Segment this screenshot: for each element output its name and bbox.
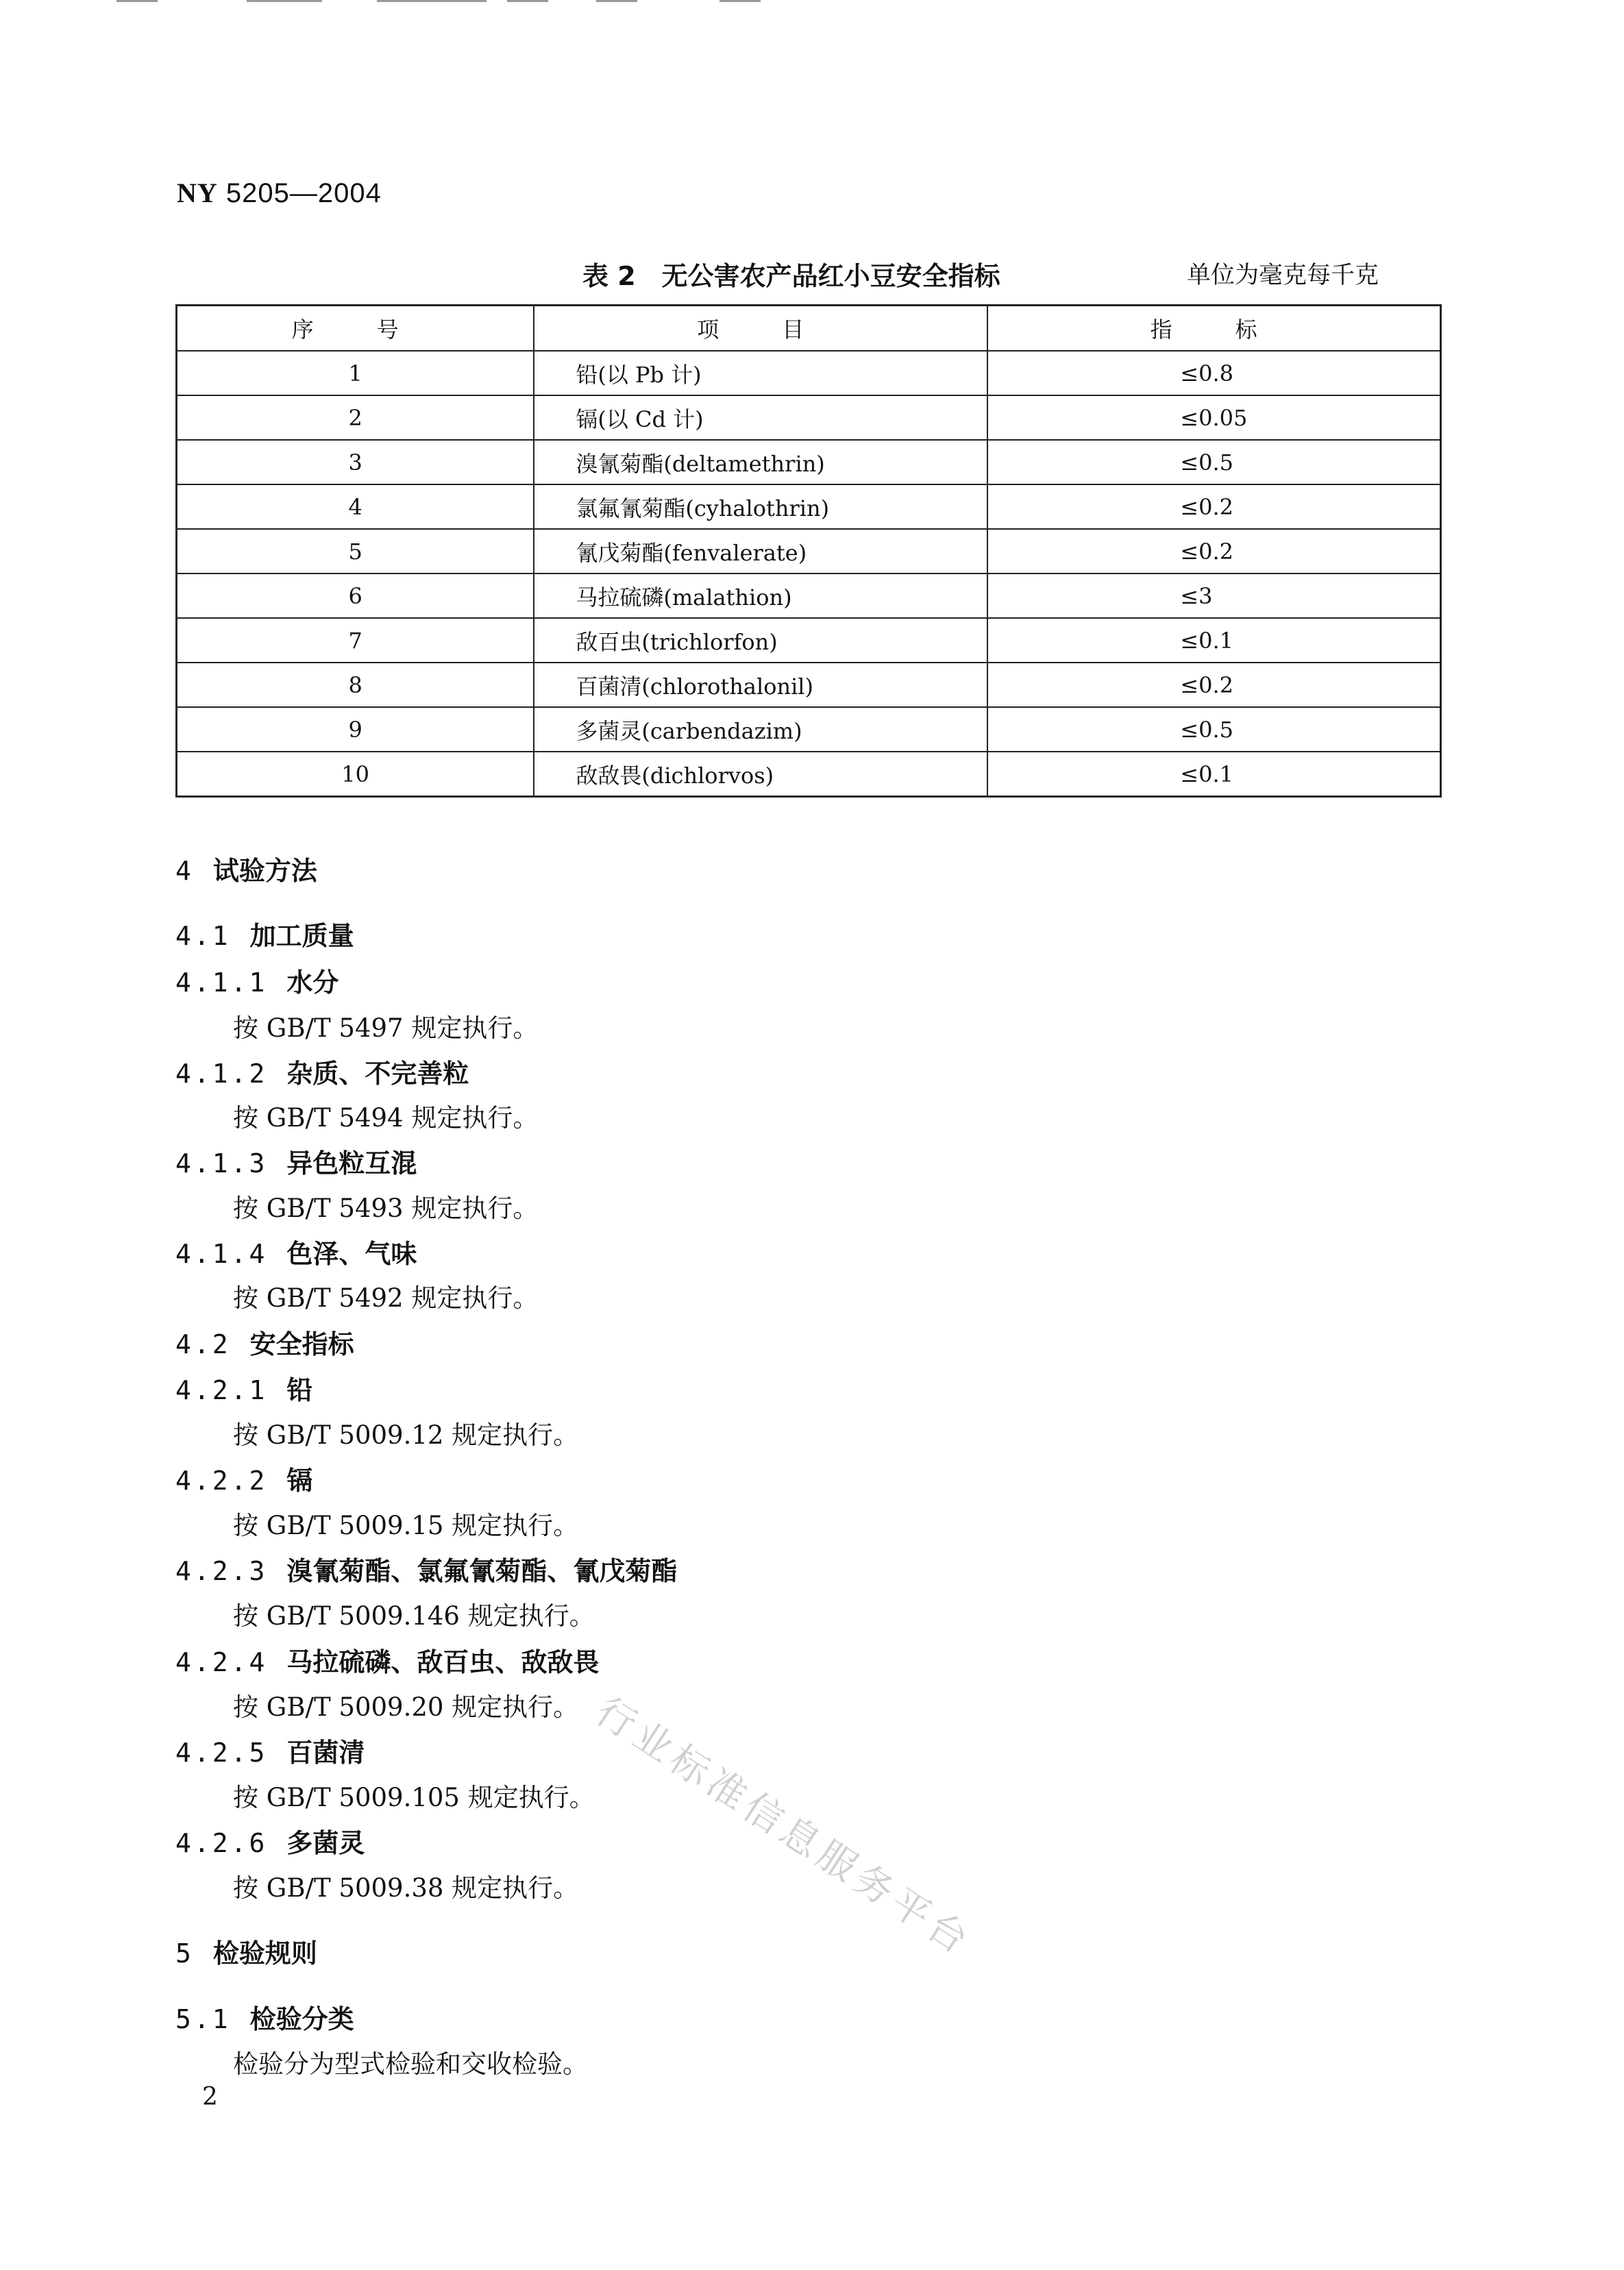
row-value: ≤0.5 — [987, 440, 1440, 484]
row-value: ≤3 — [987, 573, 1440, 618]
row-item: 敌敌畏(dichlorvos) — [534, 752, 987, 797]
section-4-2-1-text: 按 GB/T 5009.12 规定执行。 — [233, 1420, 579, 1450]
row-value: ≤0.5 — [987, 707, 1440, 752]
row-item: 镉(以 Cd 计) — [534, 395, 987, 440]
section-5-1-heading: 5.1 检验分类 — [175, 2004, 354, 2034]
section-4-1-3-text: 按 GB/T 5493 规定执行。 — [233, 1194, 539, 1223]
table-unit: 单位为毫克每千克 — [1187, 262, 1379, 289]
section-4-2-6-text: 按 GB/T 5009.38 规定执行。 — [233, 1873, 579, 1903]
section-4-1-2-heading: 4.1.2 杂质、不完善粒 — [175, 1059, 469, 1089]
safety-index-table — [175, 304, 1442, 798]
page-number: 2 — [202, 2083, 218, 2111]
row-no: 9 — [177, 707, 534, 752]
table-row — [177, 707, 1441, 752]
row-no: 8 — [177, 663, 534, 707]
table-row — [177, 573, 1441, 618]
section-4-1-heading: 4.1 加工质量 — [175, 921, 354, 951]
section-4-1-1-text: 按 GB/T 5497 规定执行。 — [233, 1013, 539, 1043]
row-value: ≤0.8 — [987, 351, 1440, 395]
row-no: 6 — [177, 573, 534, 618]
table-row — [177, 663, 1441, 707]
row-no: 2 — [177, 395, 534, 440]
section-4-2-2-text: 按 GB/T 5009.15 规定执行。 — [233, 1511, 579, 1540]
table-row — [177, 351, 1441, 395]
row-value: ≤0.1 — [987, 752, 1440, 797]
section-5-heading: 5 检验规则 — [175, 1938, 317, 1969]
scan-artifacts — [116, 0, 939, 3]
standard-code — [177, 177, 382, 209]
row-item: 溴氰菊酯(deltamethrin) — [534, 440, 987, 484]
standard-prefix: NY — [177, 177, 218, 208]
row-value: ≤0.05 — [987, 395, 1440, 440]
table-row — [177, 752, 1441, 797]
row-no: 10 — [177, 752, 534, 797]
table-row — [177, 440, 1441, 484]
section-4-2-heading: 4.2 安全指标 — [175, 1329, 354, 1359]
section-4-1-3-heading: 4.1.3 异色粒互混 — [175, 1148, 417, 1179]
section-4-2-5-heading: 4.2.5 百菌清 — [175, 1738, 365, 1768]
row-item: 氰戊菊酯(fenvalerate) — [534, 529, 987, 573]
section-4-2-1-heading: 4.2.1 铅 — [175, 1375, 313, 1405]
section-4-1-4-heading: 4.1.4 色泽、气味 — [175, 1239, 417, 1269]
table-caption: 表 2 无公害农产品红小豆安全指标 — [582, 261, 1000, 291]
row-value: ≤0.2 — [987, 529, 1440, 573]
standard-number: 5205—2004 — [225, 178, 382, 208]
row-item: 敌百虫(trichlorfon) — [534, 618, 987, 663]
row-no: 1 — [177, 351, 534, 395]
section-4-2-4-heading: 4.2.4 马拉硫磷、敌百虫、敌敌畏 — [175, 1647, 600, 1677]
row-no: 7 — [177, 618, 534, 663]
row-value: ≤0.2 — [987, 484, 1440, 529]
watermark: 行业标准信息服务平台 — [588, 1689, 981, 1966]
section-4-2-6-heading: 4.2.6 多菌灵 — [175, 1828, 365, 1858]
column-header-value: 指 标 — [987, 306, 1440, 351]
section-4-1-1-heading: 4.1.1 水分 — [175, 967, 339, 998]
column-header-no: 序 号 — [177, 306, 534, 351]
section-4-1-2-text: 按 GB/T 5494 规定执行。 — [233, 1103, 539, 1133]
row-item: 百菌清(chlorothalonil) — [534, 663, 987, 707]
column-header-item: 项 目 — [534, 306, 987, 351]
row-no: 4 — [177, 484, 534, 529]
row-item: 铅(以 Pb 计) — [534, 351, 987, 395]
section-4-2-4-text: 按 GB/T 5009.20 规定执行。 — [233, 1692, 579, 1722]
section-4-1-4-text: 按 GB/T 5492 规定执行。 — [233, 1283, 539, 1313]
section-5-1-text: 检验分为型式检验和交收检验。 — [233, 2049, 588, 2079]
table-row — [177, 484, 1441, 529]
row-value: ≤0.1 — [987, 618, 1440, 663]
table-row — [177, 395, 1441, 440]
table-row — [177, 618, 1441, 663]
section-4-2-5-text: 按 GB/T 5009.105 规定执行。 — [233, 1783, 595, 1812]
section-4-2-2-heading: 4.2.2 镉 — [175, 1466, 313, 1496]
table-row — [177, 529, 1441, 573]
row-item: 马拉硫磷(malathion) — [534, 573, 987, 618]
row-no: 3 — [177, 440, 534, 484]
row-item: 多菌灵(carbendazim) — [534, 707, 987, 752]
section-4-2-3-heading: 4.2.3 溴氰菊酯、氯氟氰菊酯、氰戊菊酯 — [175, 1556, 678, 1586]
section-4-heading: 4 试验方法 — [175, 856, 317, 886]
row-no: 5 — [177, 529, 534, 573]
row-item: 氯氟氰菊酯(cyhalothrin) — [534, 484, 987, 529]
section-4-2-3-text: 按 GB/T 5009.146 规定执行。 — [233, 1601, 595, 1631]
row-value: ≤0.2 — [987, 663, 1440, 707]
table-header-row — [177, 306, 1441, 351]
